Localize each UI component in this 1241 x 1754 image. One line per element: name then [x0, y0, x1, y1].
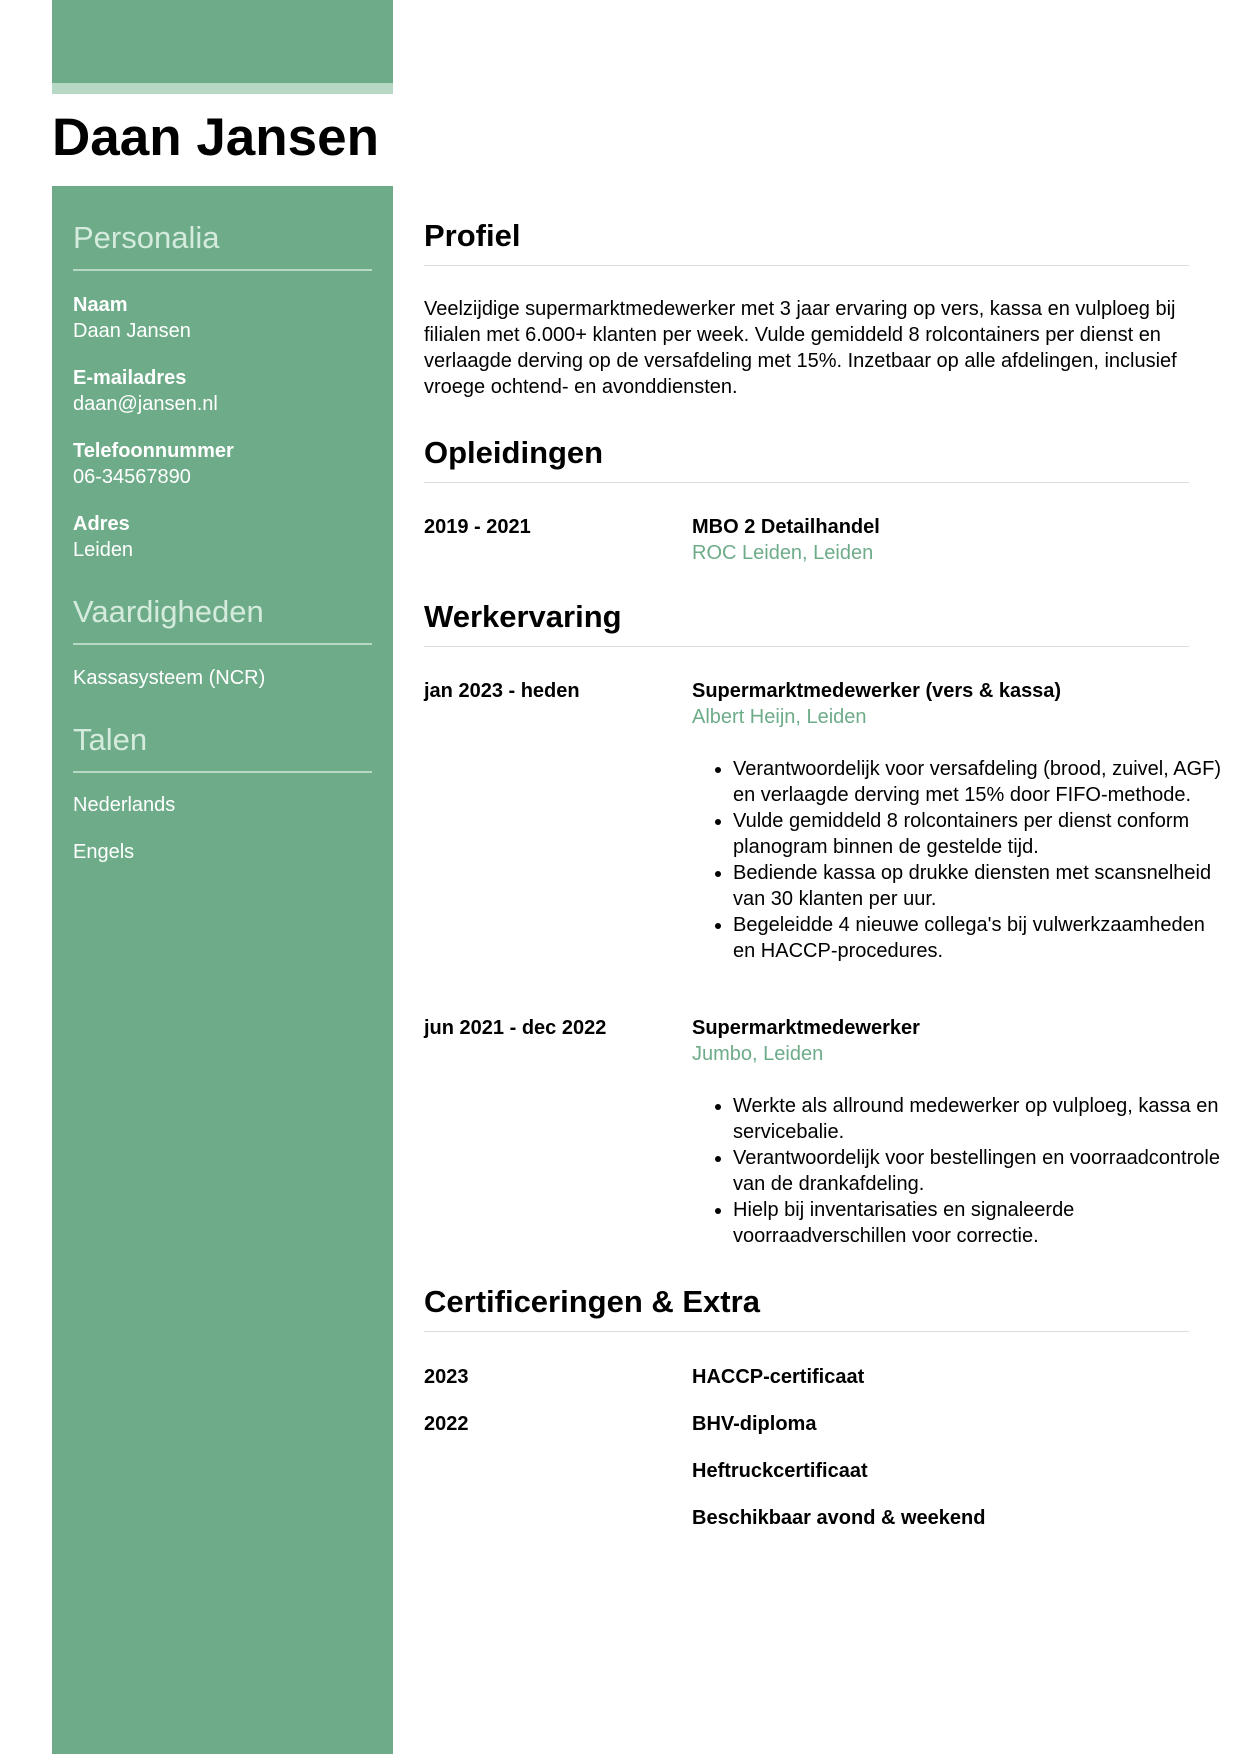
education-date: 2019 - 2021: [424, 516, 531, 538]
opleidingen-heading: Opleidingen: [424, 435, 604, 470]
work-title: Supermarktmedewerker (vers & kassa): [692, 680, 1062, 702]
personal-field-phone: [73, 438, 372, 490]
work-bullets: [692, 1093, 1230, 1249]
field-value: daan@jansen.nl: [73, 393, 218, 415]
talen-heading: Talen: [73, 722, 148, 757]
certificeringen-divider: [424, 1331, 1189, 1332]
sidebar: [52, 186, 393, 1754]
header-accent-stripe: [52, 83, 393, 94]
certificate-title: Beschikbaar avond & weekend: [692, 1507, 986, 1529]
work-employer: Jumbo, Leiden: [692, 1043, 824, 1065]
bullet-item: • Werkte als allround medewerker op vulploeg, kassa en servicebalie.: [733, 1093, 1230, 1145]
certificate-year: 2022: [424, 1413, 469, 1435]
bullet-item: • Verantwoordelijk voor versafdeling (brood, zuivel, AGF) en verlaagde derving met 15% door FIFO-methode.: [733, 756, 1230, 808]
opleidingen-divider: [424, 482, 1189, 483]
vaardigheden-divider: [73, 643, 372, 645]
personalia-list: [73, 292, 372, 563]
certificate-year: 2023: [424, 1366, 469, 1388]
header-color-block: [52, 0, 393, 83]
personalia-divider: [73, 269, 372, 271]
work-date: jan 2023 - heden: [424, 680, 580, 702]
field-value: Daan Jansen: [73, 320, 191, 342]
bullet-item: • Bediende kassa op drukke diensten met scansnelheid van 30 klanten per uur.: [733, 860, 1230, 912]
work-title: Supermarktmedewerker: [692, 1017, 920, 1039]
bullet-item: • Vulde gemiddeld 8 rolcontainers per dienst conform planogram binnen de gestelde tijd.: [733, 808, 1230, 860]
profiel-divider: [424, 265, 1189, 266]
vaardigheden-heading: Vaardigheden: [73, 594, 264, 629]
personalia-section: [73, 218, 372, 584]
vaardigheden-section: [73, 592, 372, 691]
field-label: Telefoonnummer: [73, 440, 234, 462]
certificate-title: HACCP-certificaat: [692, 1366, 865, 1388]
bullet-item: • Begeleidde 4 nieuwe collega's bij vulwerkzaamheden en HACCP-procedures.: [733, 912, 1230, 964]
education-title: MBO 2 Detailhandel: [692, 516, 880, 538]
field-label: E-mailadres: [73, 367, 187, 389]
work-employer: Albert Heijn, Leiden: [692, 706, 867, 728]
bullet-item: • Verantwoordelijk voor bestellingen en voorraadcontrole van de drankafdeling.: [733, 1145, 1230, 1197]
personal-field-address: [73, 511, 372, 563]
certificate-title: Heftruckcertificaat: [692, 1460, 868, 1482]
education-institution: ROC Leiden, Leiden: [692, 542, 874, 564]
personalia-heading: Personalia: [73, 220, 220, 255]
field-label: Adres: [73, 513, 130, 535]
field-value: Leiden: [73, 539, 134, 561]
languages-list: [73, 792, 372, 865]
talen-divider: [73, 771, 372, 773]
skill-item: Kassasysteem (NCR): [73, 667, 266, 689]
language-item: Nederlands: [73, 794, 176, 816]
certificeringen-heading: Certificeringen & Extra: [424, 1284, 760, 1319]
field-value: 06-34567890: [73, 466, 191, 488]
personal-field-name: [73, 292, 372, 344]
certificate-title: BHV-diploma: [692, 1413, 817, 1435]
profiel-heading: Profiel: [424, 218, 521, 253]
bullet-item: • Hielp bij inventarisaties en signaleerde voorraadverschillen voor correctie.: [733, 1197, 1230, 1249]
skills-list: [73, 665, 372, 691]
field-label: Naam: [73, 294, 128, 316]
talen-section: [73, 720, 372, 886]
werkervaring-divider: [424, 646, 1189, 647]
profiel-text: Veelzijdige supermarktmedewerker met 3 jaar ervaring op vers, kassa en vulploeg bij filialen met 6.000+ klanten per week. Vulde gemiddeld 8 rolcontainers per dienst en verlaagde derving op de versafdeling met 15%. Inzetbaar op alle afdelingen, inclusief vroege ochtend- en avonddiensten.: [424, 298, 1177, 398]
work-date: jun 2021 - dec 2022: [424, 1017, 607, 1039]
candidate-name: Daan Jansen: [52, 108, 379, 167]
werkervaring-heading: Werkervaring: [424, 599, 622, 634]
language-item: Engels: [73, 841, 135, 863]
personal-field-email: [73, 365, 372, 417]
work-bullets: [692, 756, 1230, 964]
